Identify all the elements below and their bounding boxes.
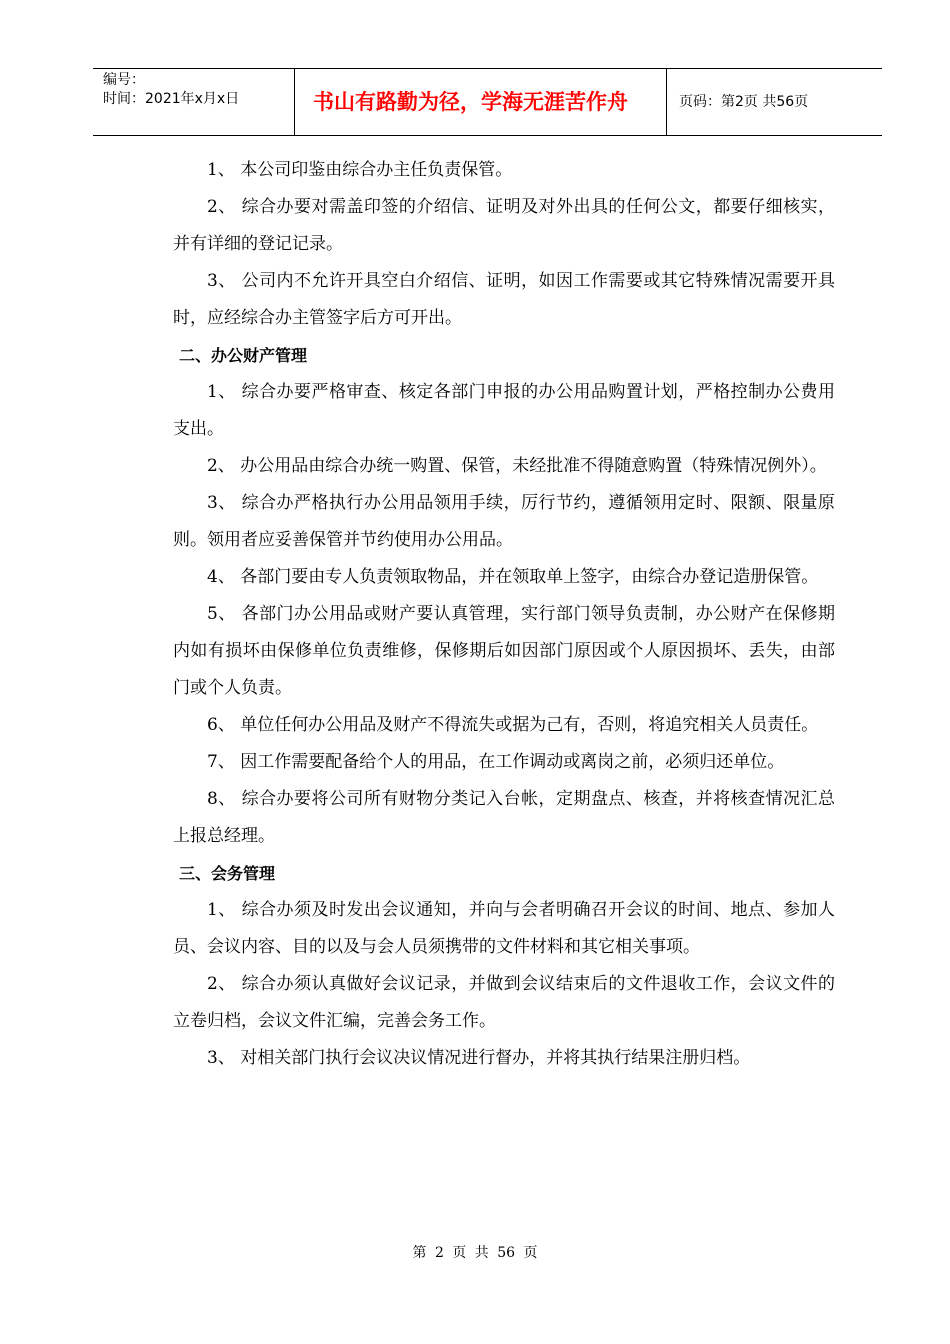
paragraph: 7、 因工作需要配备给个人的用品，在工作调动或离岗之前，必须归还单位。 — [207, 752, 785, 772]
section-heading-meeting-management: 三、会务管理 — [179, 864, 276, 883]
paragraph: 1、 综合办要严格审查、核定各部门申报的办公用品购置计划，严格控制办公费用支出。 — [173, 382, 835, 439]
header-meta-cell — [93, 69, 295, 135]
paragraph: 1、 综合办须及时发出会议通知，并向与会者明确召开会议的时间、地点、参加人员、会议内容、目的以及与会人员须携带的文件材料和其它相关事项。 — [173, 900, 835, 957]
paragraph: 2、 办公用品由综合办统一购置、保管，未经批准不得随意购置（特殊情况例外）。 — [207, 456, 827, 476]
paragraph: 8、 综合办要将公司所有财物分类记入台帐，定期盘点、核查，并将核查情况汇总上报总经理。 — [173, 789, 835, 846]
document-header — [93, 68, 882, 136]
paragraph: 3、 公司内不允许开具空白介绍信、证明，如因工作需要或其它特殊情况需要开具时，应经综合办主管签字后方可开出。 — [173, 271, 835, 328]
document-number-label: 编号： — [103, 72, 145, 88]
paragraph: 2、 综合办要对需盖印签的介绍信、证明及对外出具的任何公文，都要仔细核实，并有详细的登记记录。 — [173, 197, 835, 254]
document-time-label: 时间：2021年x月x日 — [103, 91, 240, 107]
paragraph: 6、 单位任何办公用品及财产不得流失或据为己有，否则，将追究相关人员责任。 — [207, 715, 819, 735]
paragraph: 3、 对相关部门执行会议决议情况进行督办，并将其执行结果注册归档。 — [207, 1048, 751, 1068]
paragraph: 5、 各部门办公用品或财产要认真管理，实行部门领导负责制，办公财产在保修期内如有损坏由保修单位负责维修，保修期后如因部门原因或个人原因损坏、丢失，由部门或个人负责。 — [173, 604, 835, 698]
section-heading-office-property: 二、办公财产管理 — [179, 346, 308, 365]
header-page-code: 页码：第2页 共56页 — [679, 94, 809, 110]
paragraph: 4、 各部门要由专人负责领取物品，并在领取单上签字，由综合办登记造册保管。 — [207, 567, 819, 587]
header-motto: 书山有路勤为径，学海无涯苦作舟 — [295, 69, 667, 135]
page-footer: 第 2 页 共 56 页 — [412, 1245, 538, 1261]
paragraph: 1、 本公司印鉴由综合办主任负责保管。 — [207, 160, 513, 180]
paragraph: 3、 综合办严格执行办公用品领用手续，厉行节约，遵循领用定时、限额、限量原则。领用者应妥善保管并节约使用办公用品。 — [173, 493, 835, 550]
paragraph: 2、 综合办须认真做好会议记录，并做到会议结束后的文件退收工作，会议文件的立卷归档，会议文件汇编，完善会务工作。 — [173, 974, 835, 1031]
document-body — [173, 152, 835, 1077]
